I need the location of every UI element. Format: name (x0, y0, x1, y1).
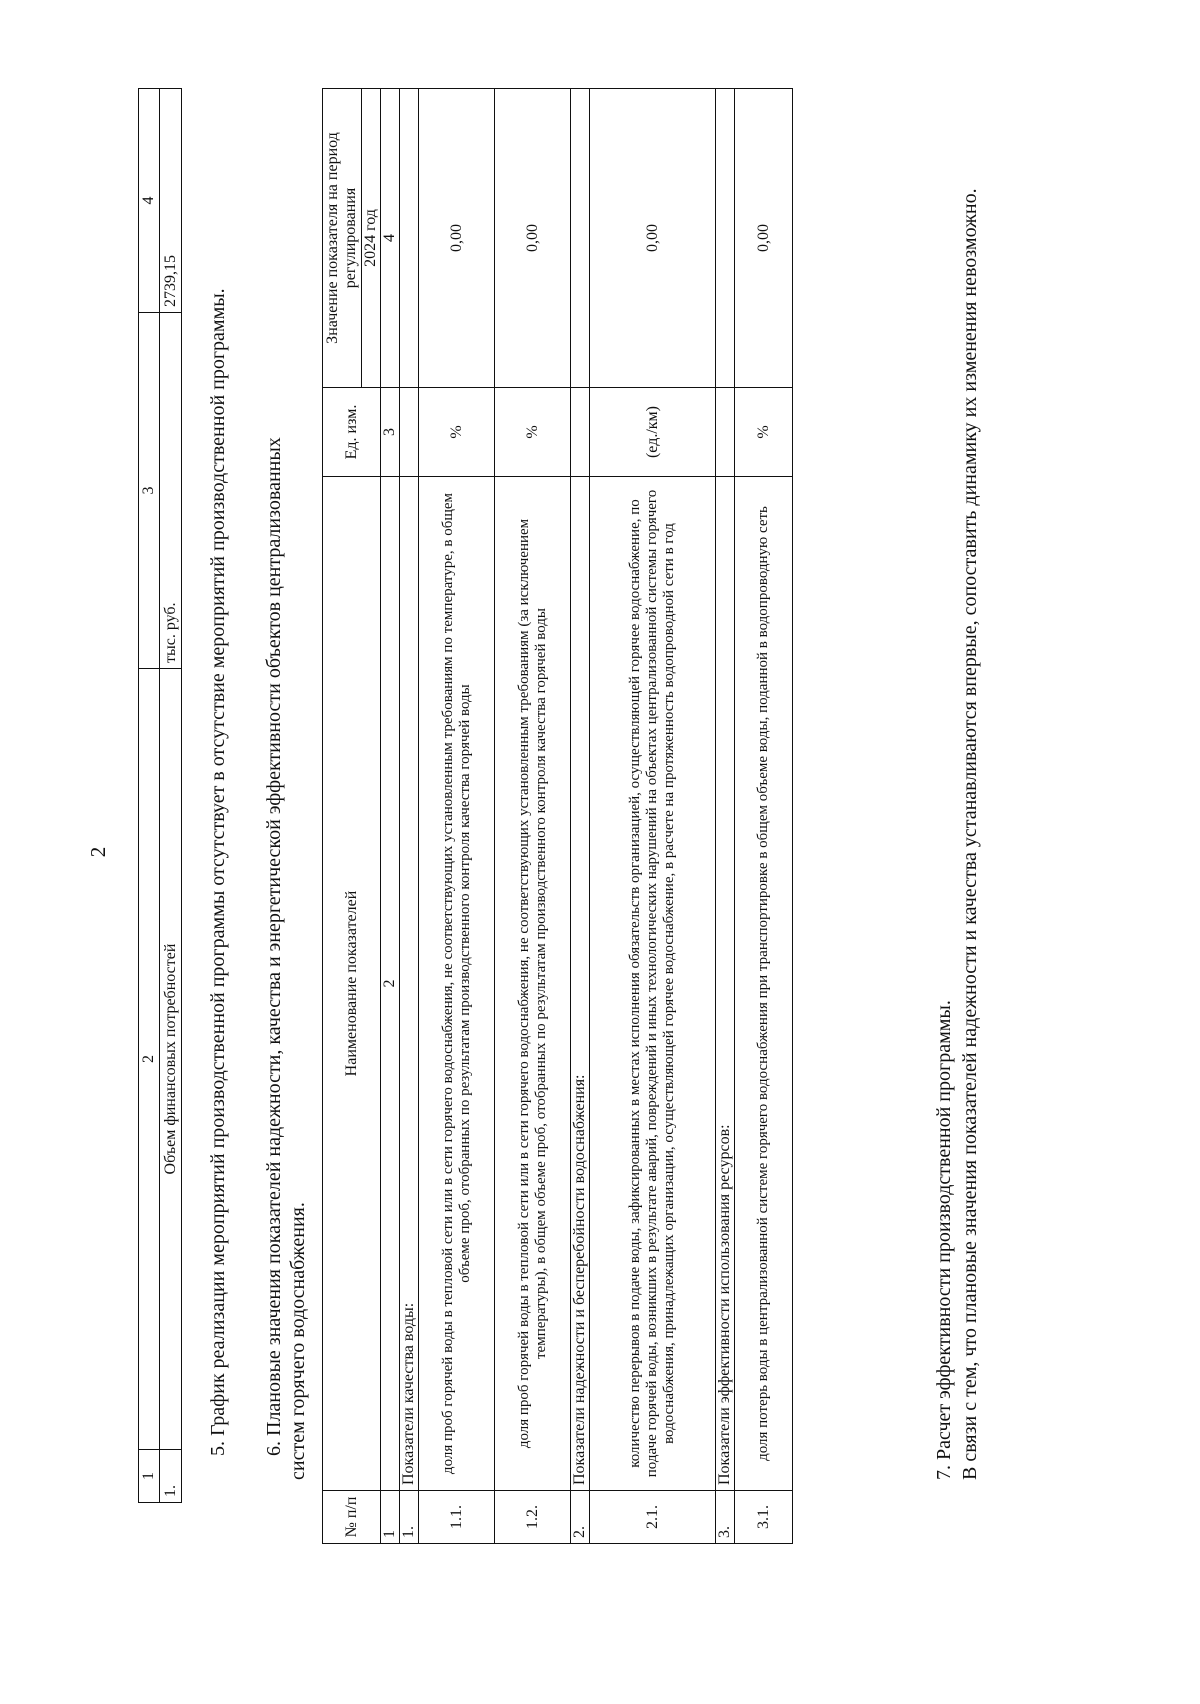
row-value (571, 89, 590, 388)
row-number: 1.1. (419, 1491, 495, 1544)
section-6-line-1: 6. Плановые значения показателей надежности, качества и энергетической эффективности объектов централизованных (263, 437, 285, 1456)
row-number: 2.1. (590, 1491, 716, 1544)
row-unit: % (495, 388, 571, 477)
finance-header-cell: 4 (139, 89, 160, 313)
colnum-cell: 2 (381, 477, 400, 1491)
table-row (419, 89, 495, 1544)
finance-row-number: 1. (160, 1450, 182, 1503)
table-row (495, 89, 571, 1544)
row-unit: (ед./км) (590, 388, 716, 477)
finance-row-unit: тыс. руб. (160, 313, 182, 669)
row-unit: % (735, 388, 793, 477)
table-row (571, 89, 590, 1544)
finance-header-cell: 3 (139, 313, 160, 669)
row-name: доля проб горячей воды в тепловой сети или в сети горячего водоснабжения, не соответствующих установленным требованиям (за исключением температуры), в общем объеме проб, отобранных по результатам производственного контроля качества горячей воды (495, 477, 571, 1491)
header-year: 2024 год (362, 89, 381, 388)
section-7-paragraph: В связи с тем, что плановые значения показателей надежности и качества устанавливаются впервые, сопоставить динамику их изменения невозможно. (959, 188, 981, 1480)
finance-table (138, 88, 182, 1503)
colnum-cell: 3 (381, 388, 400, 477)
finance-row-name: Объем финансовых потребностей (160, 669, 182, 1450)
row-value: 0,00 (590, 89, 716, 388)
row-unit: % (419, 388, 495, 477)
row-value: 0,00 (419, 89, 495, 388)
row-name: Показатели эффективности использования ресурсов: (716, 477, 735, 1491)
header-name: Наименование показателей (323, 477, 381, 1491)
page-number: 2 (86, 846, 110, 858)
row-unit (716, 388, 735, 477)
table-row (400, 89, 419, 1544)
section-5-paragraph: 5. График реализации мероприятий производственной программы отсутствует в отсутствие мероприятий производственной программы. (207, 288, 229, 1456)
header-value: Значение показателя на период регулирования (323, 89, 362, 388)
finance-header-cell: 1 (139, 1450, 160, 1503)
row-name: Показатели надежности и бесперебойности водоснабжения: (571, 477, 590, 1491)
row-name: количество перерывов в подаче воды, зафиксированных в местах исполнения обязательств организацией, осуществляющей горячее водоснабжение, по подаче горячей воды, возникших в результате аварий, повреждений и иных технологических нарушений на объектах централизованной системы горячего водоснабжения, принадлежащих организации, осуществляющей горячее водоснабжение, в расчете на протяженность водопроводной сети в год (590, 477, 716, 1491)
section-6-paragraph (262, 88, 310, 1480)
row-value (400, 89, 419, 388)
indicators-table (322, 88, 793, 1544)
colnum-cell: 1 (381, 1491, 400, 1544)
row-number: 3. (716, 1491, 735, 1544)
indicators-header-row (323, 89, 362, 1544)
finance-table-header-row (139, 89, 160, 1503)
row-number: 1. (400, 1491, 419, 1544)
header-unit: Ед. изм. (323, 388, 381, 477)
finance-row-value: 2739,15 (160, 89, 182, 313)
row-number: 3.1. (735, 1491, 793, 1544)
colnum-cell: 4 (381, 89, 400, 388)
row-number: 1.2. (495, 1491, 571, 1544)
header-number: № п/п (323, 1491, 381, 1544)
indicators-colnum-row (381, 89, 400, 1544)
row-value: 0,00 (735, 89, 793, 388)
finance-table-row (160, 89, 182, 1503)
table-row (716, 89, 735, 1544)
table-row (735, 89, 793, 1544)
section-6-line-2: систем горячего водоснабжения. (287, 1202, 309, 1480)
row-unit (571, 388, 590, 477)
row-number: 2. (571, 1491, 590, 1544)
finance-header-cell: 2 (139, 669, 160, 1450)
section-7-heading: 7. Расчет эффективности производственной программы. (933, 1000, 955, 1480)
row-value (716, 89, 735, 388)
document-page (60, 52, 1140, 1652)
row-name: доля потерь воды в централизованной системе горячего водоснабжения при транспортировке в общем объеме воды, поданной в водопроводную сеть (735, 477, 793, 1491)
row-name: Показатели качества воды: (400, 477, 419, 1491)
row-value: 0,00 (495, 89, 571, 388)
row-name: доля проб горячей воды в тепловой сети или в сети горячего водоснабжения, не соответствующих установленным требованиям по температуре, в общем объеме проб, отобранных по результатам производственного контроля качества горячей воды (419, 477, 495, 1491)
table-row (590, 89, 716, 1544)
row-unit (400, 388, 419, 477)
